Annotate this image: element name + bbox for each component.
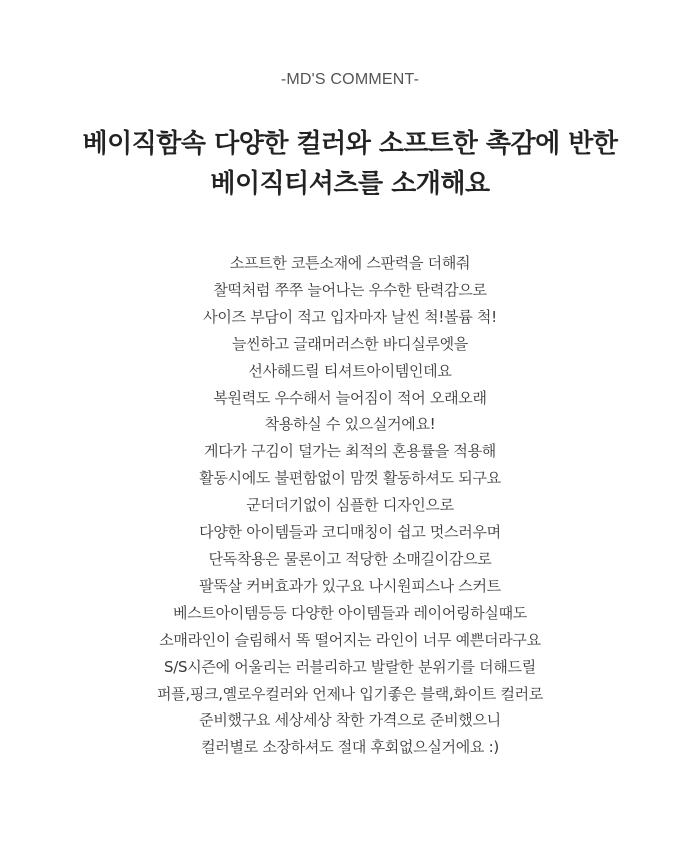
description-line: 선사해드릴 티셔트아이템인데요 xyxy=(248,361,452,380)
description-line: 단독착용은 물론이고 적당한 소매길이감으로 xyxy=(208,549,492,568)
description-line: 늘씬하고 글래머러스한 바디실루엣을 xyxy=(232,334,468,353)
headline-line: 베이직함속 다양한 컬러와 소프트한 촉감에 반한 xyxy=(82,129,618,159)
description-line: 준비했구요 세상세상 착한 가격으로 준비했으니 xyxy=(199,711,501,730)
description-line: 활동시에도 불편함없이 맘껏 활동하셔도 되구요 xyxy=(199,469,501,488)
description-line: 착용하실 수 있으실거에요! xyxy=(264,415,436,434)
description-line: 찰떡처럼 쭈쭈 늘어나는 우수한 탄력감으로 xyxy=(213,280,487,299)
description-line: 군더더기없이 심플한 디자인으로 xyxy=(246,496,454,515)
description-line: 퍼플,핑크,옐로우컬러와 언제나 입기좋은 블랙,화이트 컬러로 xyxy=(156,684,544,703)
description-line: 게다가 구김이 덜가는 최적의 혼용률을 적용해 xyxy=(204,442,496,461)
description-line: 베스트아이템등등 다양한 아이템들과 레이어링하실때도 xyxy=(173,603,527,622)
description-line: 소매라인이 슬림해서 똑 떨어지는 라인이 너무 예쁜더라구요 xyxy=(159,630,541,649)
description-line: 팔뚝살 커버효과가 있구요 나시원피스나 스커트 xyxy=(199,576,501,595)
description xyxy=(0,250,700,761)
headline-line: 베이직티셔츠를 소개해요 xyxy=(210,169,490,199)
description-line: 사이즈 부담이 적고 입자마자 날씬 척!볼륨 척! xyxy=(203,307,497,326)
headline xyxy=(0,124,700,204)
description-line: S/S시즌에 어울리는 러블리하고 발랄한 분위기를 더해드릴 xyxy=(164,657,536,676)
description-line: 컬러별로 소장하셔도 절대 후회없으실거에요 :) xyxy=(201,738,499,757)
description-line: 복원력도 우수해서 늘어짐이 적어 오래오래 xyxy=(213,388,487,407)
description-line: 소프트한 코튼소재에 스판력을 더해줘 xyxy=(229,254,471,272)
description-line: 다양한 아이템들과 코디매칭이 쉽고 멋스러우며 xyxy=(199,523,501,542)
section-label: -MD'S COMMENT- xyxy=(280,71,420,88)
